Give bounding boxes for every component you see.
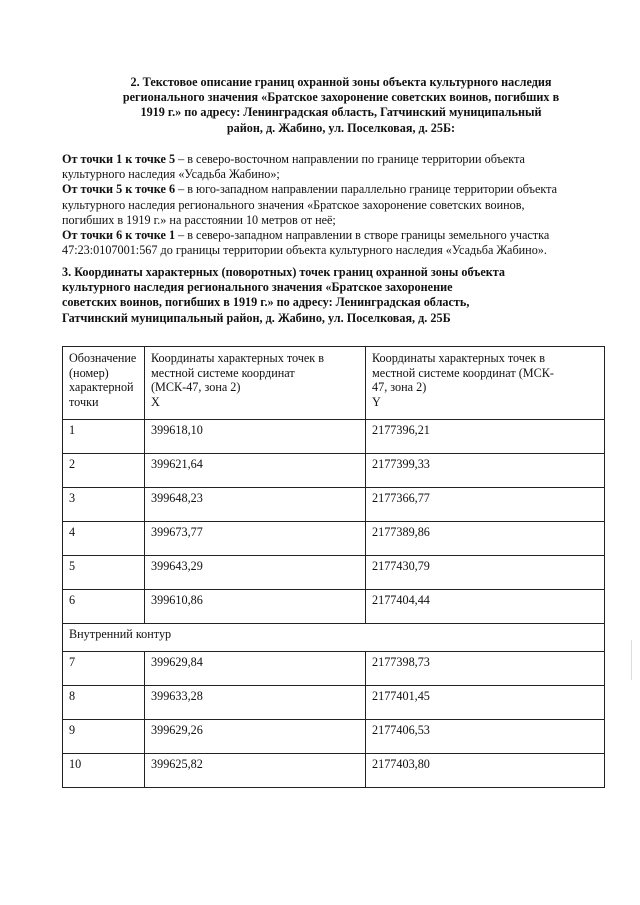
segment-text: погибших в 1919 г.» на расстоянии 10 метров от неё; — [62, 212, 336, 227]
title-line: культурного наследия регионального значения «Братское захоронение — [62, 280, 453, 295]
table-row — [63, 720, 605, 754]
cell-point-number: 1 — [63, 420, 145, 454]
cell-y: 2177430,79 — [366, 556, 605, 590]
section-3-title — [62, 265, 582, 326]
title-line: Гатчинский муниципальный район, д. Жабино, ул. Поселковая, д. 25Б — [62, 310, 451, 325]
cell-x: 399643,29 — [145, 556, 366, 590]
header-text: (номер) — [69, 365, 109, 380]
header-text: Координаты характерных точек в — [151, 351, 325, 365]
cell-x: 399629,26 — [145, 720, 366, 754]
table-row — [63, 488, 605, 522]
title-line: советских воинов, погибших в 1919 г.» по адресу: Ленинградская область, — [62, 295, 470, 310]
header-text: Координаты характерных точек в — [372, 351, 546, 365]
table-row — [63, 556, 605, 590]
table-row — [63, 420, 605, 454]
title-line: 2. Текстовое описание границ охранной зоны объекта культурного наследия — [130, 75, 552, 89]
cell-y: 2177406,53 — [366, 720, 605, 754]
segment-text: культурного наследия «Усадьба Жабино»; — [62, 167, 280, 182]
table-row — [63, 454, 605, 488]
segment-text: – в юго-западном направлении параллельно границе территории объекта — [175, 182, 557, 197]
cell-y: 2177398,73 — [366, 652, 605, 686]
cell-y: 2177366,77 — [366, 488, 605, 522]
coordinates-table — [62, 346, 605, 788]
title-line: район, д. Жабино, ул. Поселковая, д. 25Б: — [226, 120, 456, 135]
header-text: X — [151, 394, 160, 409]
cell-x: 399610,86 — [145, 590, 366, 624]
header-text: характерной — [69, 380, 134, 394]
cell-point-number: 6 — [63, 590, 145, 624]
table-header-row — [63, 347, 605, 420]
cell-x: 399621,64 — [145, 454, 366, 488]
header-text: (МСК-47, зона 2) — [151, 380, 241, 394]
cell-y: 2177389,86 — [366, 522, 605, 556]
cell-point-number: 3 — [63, 488, 145, 522]
cell-x: 399633,28 — [145, 686, 366, 720]
cell-x: 399648,23 — [145, 488, 366, 522]
segment-1-5 — [62, 152, 602, 182]
section-2-title — [96, 75, 586, 136]
table-row — [63, 522, 605, 556]
segment-6-1 — [62, 228, 602, 258]
title-line: 1919 г.» по адресу: Ленинградская область, Гатчинский муниципальный — [140, 105, 542, 120]
header-text: местной системе координат (МСК- — [372, 365, 554, 380]
cell-y: 2177401,45 — [366, 686, 605, 720]
cell-y: 2177403,80 — [366, 754, 605, 788]
header-text: точки — [69, 394, 99, 409]
segment-text: – в северо-западном направлении в створе границы земельного участка — [175, 228, 550, 243]
segment-label: От точки 6 к точке 1 — [62, 228, 176, 243]
cell-x: 399618,10 — [145, 420, 366, 454]
scan-edge-mark — [631, 640, 632, 680]
header-text: 47, зона 2) — [372, 380, 427, 394]
cell-x: 399629,84 — [145, 652, 366, 686]
segment-label: От точки 1 к точке 5 — [62, 152, 176, 166]
table-row — [63, 754, 605, 788]
cell-y: 2177399,33 — [366, 454, 605, 488]
inner-contour-label: Внутренний контур — [63, 624, 605, 652]
inner-contour-row — [63, 624, 605, 652]
cell-x: 399673,77 — [145, 522, 366, 556]
cell-point-number: 9 — [63, 720, 145, 754]
header-y-coordinate — [366, 347, 605, 420]
table-row — [63, 590, 605, 624]
header-text: Обозначение — [69, 351, 137, 365]
cell-point-number: 10 — [63, 754, 145, 788]
segment-text: 47:23:0107001:567 до границы территории объекта культурного наследия «Усадьба Жабино». — [62, 243, 547, 258]
cell-point-number: 7 — [63, 652, 145, 686]
boundary-description — [62, 152, 602, 258]
segment-5-6 — [62, 182, 602, 228]
segment-text: – в северо-восточном направлении по границе территории объекта — [175, 152, 525, 166]
header-x-coordinate — [145, 347, 366, 420]
table-row — [63, 686, 605, 720]
segment-text: культурного наследия регионального значения «Братское захоронение советских воинов, — [62, 197, 525, 212]
cell-point-number: 5 — [63, 556, 145, 590]
table-row — [63, 652, 605, 686]
segment-label: От точки 5 к точке 6 — [62, 182, 176, 197]
title-line: регионального значения «Братское захоронение советских воинов, погибших в — [122, 90, 560, 105]
cell-y: 2177404,44 — [366, 590, 605, 624]
header-text: местной системе координат — [151, 365, 295, 380]
header-point-number — [63, 347, 145, 420]
cell-point-number: 4 — [63, 522, 145, 556]
header-text: Y — [372, 394, 381, 409]
cell-y: 2177396,21 — [366, 420, 605, 454]
title-line: 3. Координаты характерных (поворотных) точек границ охранной зоны объекта — [62, 265, 506, 279]
cell-x: 399625,82 — [145, 754, 366, 788]
cell-point-number: 8 — [63, 686, 145, 720]
cell-point-number: 2 — [63, 454, 145, 488]
